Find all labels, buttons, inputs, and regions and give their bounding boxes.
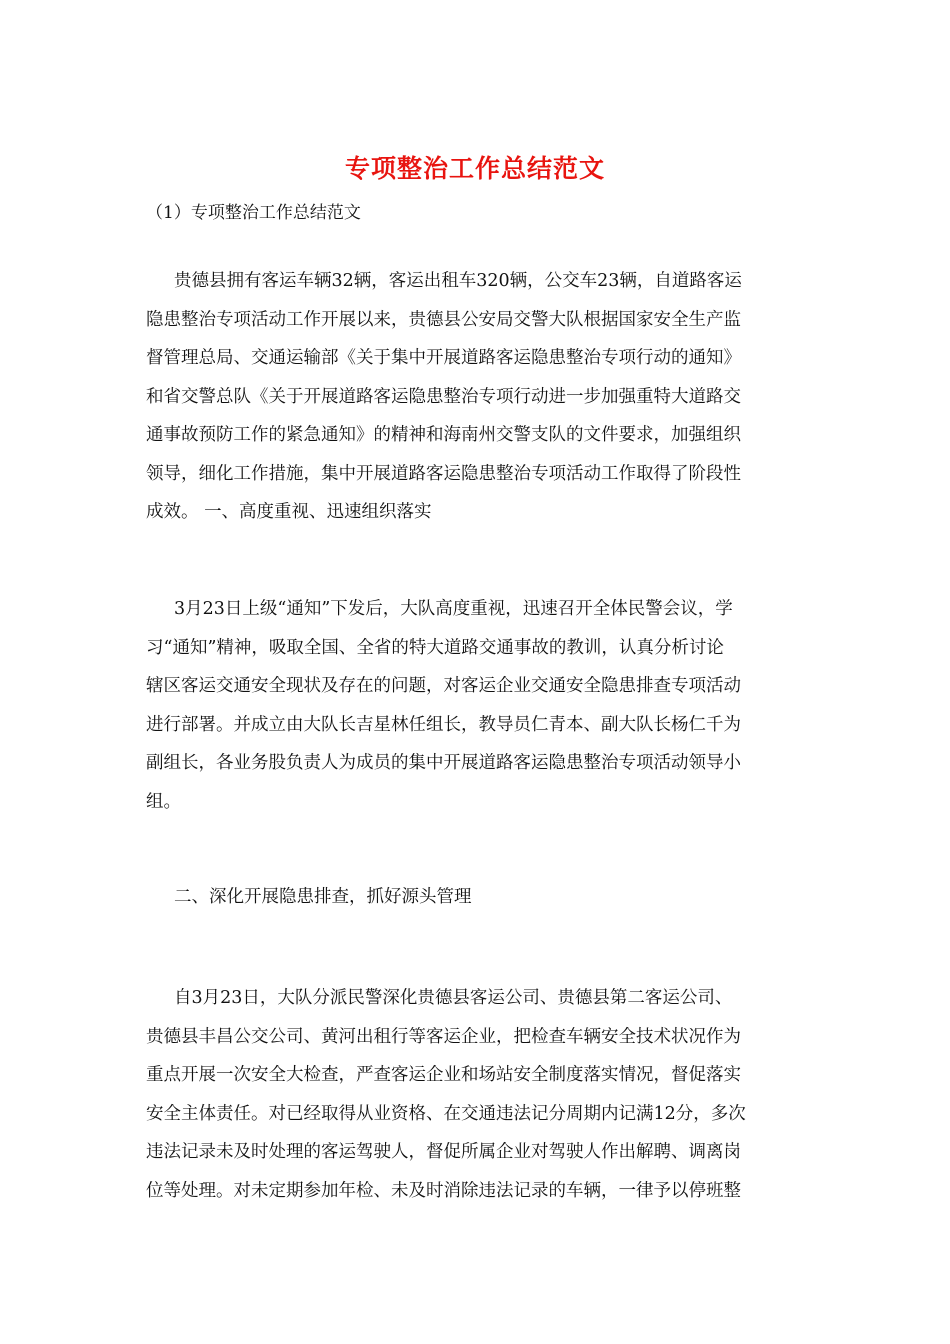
paragraph-line: 重点开展一次安全大检查，严查客运企业和场站安全制度落实情况，督促落实 [146, 1065, 741, 1085]
paragraph-line: 和省交警总队《关于开展道路客运隐患整治专项行动进一步加强重特大道路交 [146, 386, 741, 407]
paragraph-line: 贵德县丰昌公交公司、黄河出租行等客运企业，把检查车辆安全技术状况作为 [146, 1026, 741, 1047]
paragraph-line: 辖区客运交通安全现状及存在的问题，对客运企业交通安全隐患排查专项活动 [146, 676, 741, 696]
paragraph-line: 副组长，各业务股负责人为成员的集中开展道路客运隐患整治专项活动领导小 [146, 753, 741, 773]
paragraph-line: 贵德县拥有客运车辆32辆，客运出租车320辆，公交车23辆，自道路客运 [174, 271, 742, 291]
paragraph-line: 通事故预防工作的紧急通知》的精神和海南州交警支队的文件要求，加强组织 [146, 425, 741, 445]
paragraph-line: 进行部署。并成立由大队长吉星林任组长，教导员仁青本、副大队长杨仁千为 [146, 714, 741, 735]
paragraph-line: 隐患整治专项活动工作开展以来，贵德县公安局交警大队根据国家安全生产监 [146, 309, 741, 330]
paragraph-3 [146, 979, 816, 1210]
document-title: 专项整治工作总结范文 [344, 154, 605, 183]
paragraph-line: 习“通知”精神，吸取全国、全省的特大道路交通事故的教训，认真分析讨论 [146, 637, 724, 658]
paragraph-line: 违法记录未及时处理的客运驾驶人，督促所属企业对驾驶人作出解聘、调离岗 [146, 1142, 741, 1162]
paragraph-line: 成效。 一、高度重视、迅速组织落实 [146, 502, 432, 522]
paragraph-1 [146, 262, 816, 532]
paragraph-line: 领导，细化工作措施，集中开展道路客运隐患整治专项活动工作取得了阶段性 [146, 463, 741, 484]
paragraph-line: 安全主体责任。对已经取得从业资格、在交通违法记分周期内记满12分，多次 [146, 1103, 746, 1124]
document-subtitle: （1）专项整治工作总结范文 [146, 203, 361, 223]
section-heading-2: 二、深化开展隐患排查，抓好源头管理 [174, 887, 472, 907]
paragraph-line: 3月23日上级“通知”下发后，大队高度重视，迅速召开全体民警会议，学 [174, 599, 733, 619]
paragraph-line: 位等处理。对未定期参加年检、未及时消除违法记录的车辆，一律予以停班整 [146, 1180, 741, 1201]
paragraph-2 [146, 590, 816, 821]
paragraph-line: 督管理总局、交通运输部《关于集中开展道路客运隐患整治专项行动的通知》 [146, 348, 741, 368]
paragraph-line: 自3月23日，大队分派民警深化贵德县客运公司、贵德县第二客运公司、 [174, 988, 733, 1008]
paragraph-line: 组。 [146, 791, 181, 812]
